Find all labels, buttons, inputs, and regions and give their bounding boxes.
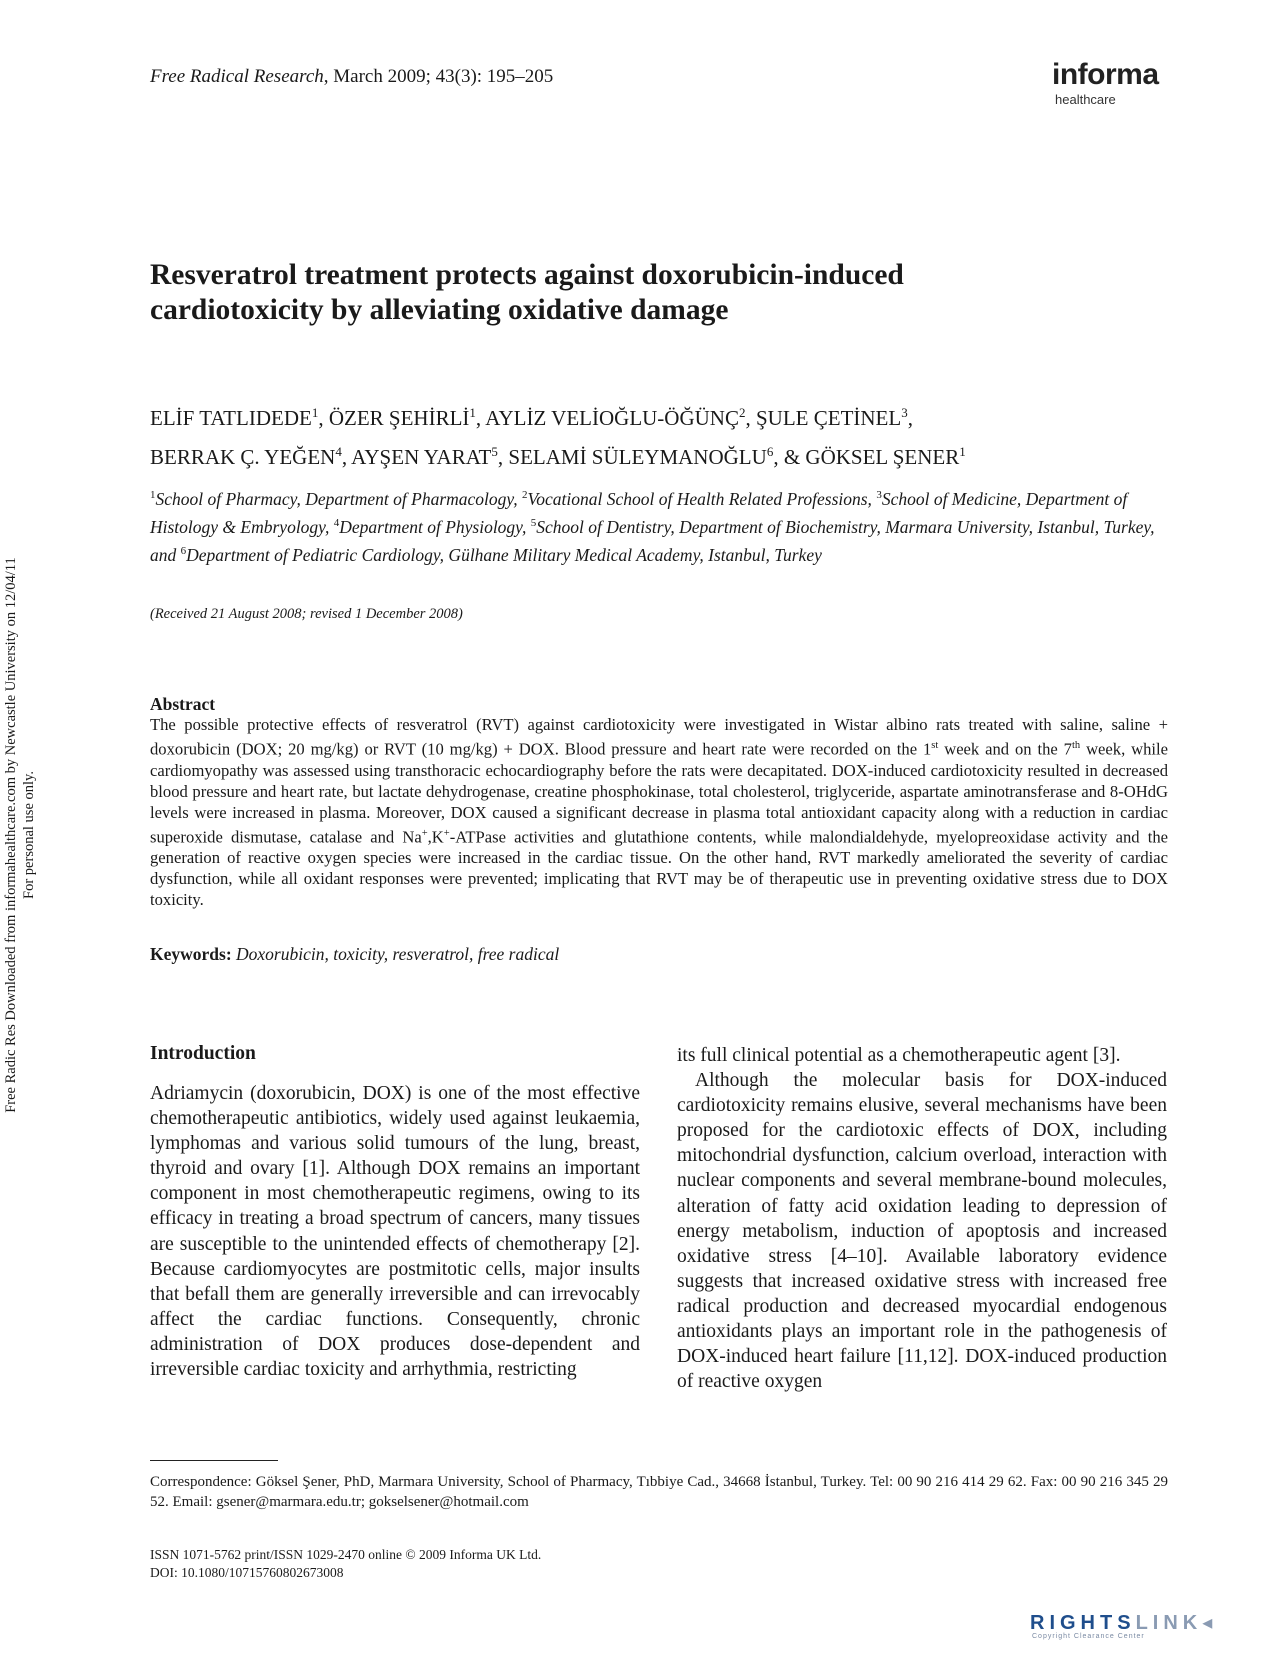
body-column-right [677,1043,1167,1394]
abstract-text: The possible protective effects of resveratrol (RVT) against cardiotoxicity were investigated in Wistar albino rats treated with saline, saline + doxorubicin (DOX; 20 mg/kg) or RVT (10 mg/kg) + DOX. Blood pressure and heart rate were recorded on the 1st week and on the 7th week, while cardiomyopathy was assessed using transthoracic echocardiography before the rats were decapitated. DOX-induced cardiotoxicity resulted in decreased blood pressure and heart rate, but lactate dehydrogenase, creatine phosphokinase, total cholesterol, triglyceride, aspartate aminotransferase and 8-OHdG levels were increased in plasma. Moreover, DOX caused a significant decrease in plasma total antioxidant capacity along with a reduction in cardiac superoxide dismutase, catalase and Na+,K+-ATPase activities and glutathione contents, while malondialdehyde, myelopreoxidase activity and the generation of reactive oxygen species were increased in the cardiac tissue. On the other hand, RVT markedly ameliorated the severity of cardiac dysfunction, while all oxidant responses were prevented; implicating that RVT may be of therapeutic use in preventing oxidative stress due to DOX toxicity. [150,715,1169,910]
affiliation: School of Dentistry, Department of Biochemistry, Marmara University, Istanbul, Turkey, and [150,516,1155,565]
paragraph: its full clinical potential as a chemotherapeutic agent [3]. [677,1045,1121,1066]
affiliation: School of Medicine, Department of Histology & Embryology, [150,488,1128,537]
journal-name: Free Radical Research [150,66,324,87]
affiliation: Department of Pediatric Cardiology, Gülhane Military Medical Academy, Istanbul, Turkey [186,544,822,565]
affiliation: Department of Physiology, [339,516,531,537]
publisher-logo-main: informa [1052,58,1159,91]
paragraph: Adriamycin (doxorubicin, DOX) is one of the most effective chemotherapeutic antibiotics, widely used against leukaemia, lymphomas and various solid tumours of the lung, breast, thyroid and ovary [1]. Although DOX remains an important component in most chemotherapeutic regimens, owing to its efficacy in treating a broad spectrum of cancers, many tissues are susceptible to the unintended effects of chemotherapy [2]. Because cardiomyocytes are postmitotic cells, major insults that befall them are generally irreversible and can irrevocably affect the cardiac functions. Consequently, chronic administration of DOX produces dose-dependent and irreversible cardiac toxicity and arrhythmia, restricting [150,1083,640,1381]
article-title: Resveratrol treatment protects against doxorubicin-induced cardiotoxicity by alleviating oxidative damage [150,259,904,326]
footnote-rule [150,1460,278,1461]
download-watermark [2,515,52,1155]
affiliation: School of Pharmacy, Department of Pharmacology, [155,488,522,509]
publisher-logo-sub: healthcare [1055,92,1116,107]
introduction-heading: Introduction [150,1043,256,1064]
author: AYŞEN YARAT$^5$, [351,444,509,469]
watermark-line-2: For personal use only. [21,771,37,899]
journal-citation [150,66,553,88]
watermark-line-1: Free Radic Res Downloaded from informahealthcare.com by Newcastle University on 12/04/11 [3,557,19,1113]
rightslink-logo[interactable]: RIGHTSLINK◂ Copyright Clearance Center [1030,1612,1218,1640]
publisher-logo [1052,60,1182,107]
affiliation: Vocational School of Health Related Professions, [527,488,877,509]
rightslink-subtitle: Copyright Clearance Center [1032,1633,1145,1640]
abstract-heading: Abstract [150,694,216,714]
author: SELAMİ SÜLEYMANOĞLU$^6$, & [508,444,806,469]
received-dates: (Received 21 August 2008; revised 1 December 2008) [150,606,463,622]
author: ÖZER ŞEHİRLİ$^1$, [328,405,486,430]
affiliations: $^1$School of Pharmacy, Department of Pharmacology, $^2$Vocational School of Health Related Professions, $^3$School of Medicine, Department of Histology & Embryology, $^4$Department of Physiology, $^5$School of Dentistry, Department of Biochemistry, Marmara University, Istanbul, Turkey, and $^6$Department of Pediatric Cardiology, Gülhane Military Medical Academy, Istanbul, Turkey [150,488,1155,565]
author: BERRAK Ç. YEĞEN$^4$, [150,444,352,469]
issn: ISSN 1071-5762 print/ISSN 1029-2470 online © 2009 Informa UK Ltd. [150,1547,542,1562]
paragraph: Although the molecular basis for DOX-induced cardiotoxicity remains elusive, several mechanisms have been proposed for the cardiotoxic effects of DOX, including mitochondrial dysfunction, calcium overload, interaction with nuclear components and several membrane-bound molecules, alteration of fatty acid oxidation leading to depression of energy metabolism, induction of apoptosis and increased oxidative stress [4–10]. Available laboratory evidence suggests that increased oxidative stress with increased free radical production and decreased myocardial endogenous antioxidants plays an important role in the pathogenesis of DOX-induced heart failure [11,12]. DOX-induced production of reactive oxygen [677,1070,1167,1393]
body-column-left [150,1081,640,1382]
keywords-list: Doxorubicin, toxicity, resveratrol, free radical [236,944,560,964]
doi: DOI: 10.1080/10715760802673008 [150,1565,344,1580]
author: GÖKSEL ŞENER$^1$ [805,444,966,469]
issn-block [150,1546,541,1582]
keywords [150,944,559,965]
author: ELİF TATLIDEDE$^1$, [150,405,329,430]
journal-issue: , March 2009; 43(3): 195–205 [323,66,554,87]
author: ŞULE ÇETİNEL$^3$, [755,405,913,430]
author-list [150,396,1170,474]
rightslink-arrow-icon: ◂ [1202,1612,1218,1634]
correspondence: Correspondence: Göksel Şener, PhD, Marmara University, School of Pharmacy, Tıbbiye Cad., 34668 İstanbul, Turkey. Tel: 00 90 216 414 29 62. Fax: 00 90 216 345 29 52. Email: gsener@marmara.edu.tr; gokselsener@hotmail.com [150,1474,1168,1510]
keywords-label: Keywords: [150,944,232,964]
author: AYLİZ VELİOĞLU-ÖĞÜNÇ$^2$, [485,405,756,430]
